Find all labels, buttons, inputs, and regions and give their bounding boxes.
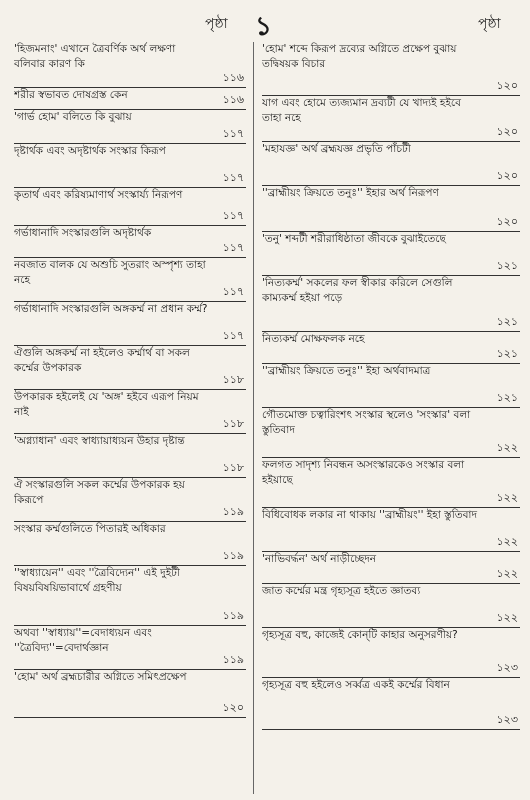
- index-entry: [262, 458, 520, 508]
- index-entry: [14, 626, 246, 670]
- header-page-label-left: পৃষ্ঠা: [205, 16, 228, 32]
- entry-text: উপকারক হইলেই যে 'অঙ্গ' হইবে এরূপ নিয়ম নাই: [14, 391, 199, 418]
- entry-page-number: ১২২: [496, 535, 518, 548]
- index-entry: [14, 434, 246, 478]
- entry-page-number: ১২১: [496, 315, 518, 328]
- entry-page-number: ১১৭: [222, 171, 244, 184]
- index-entry: [262, 186, 520, 232]
- index-entry: [262, 584, 520, 628]
- index-entry: [14, 226, 246, 258]
- entry-text: নিত্যকর্ম্ম মোক্ষফলক নহে: [262, 333, 365, 345]
- entry-page-number: ১২০: [222, 701, 244, 714]
- entry-page-number: ১১৭: [222, 285, 244, 298]
- entry-page-number: ১১৭: [222, 241, 244, 254]
- entry-page-number: ১২৩: [496, 713, 518, 726]
- index-entry: [14, 88, 246, 110]
- entry-text: 'অগ্ন্যাধান' এবং স্বাধ্যায়াধ্যয়ন উহার দৃষ্টান্ত: [14, 435, 185, 447]
- entry-page-number: ১২০: [496, 215, 518, 228]
- entry-text: গর্ভাধানাদি সংস্কারগুলি অঙ্গকর্ম্ম না প্রধান কর্ম্ম?: [14, 303, 208, 315]
- entry-text: জাত কর্ম্মের মন্ত্র গৃহ্যসূত্র হইতে জ্ঞাতব্য: [262, 585, 421, 597]
- index-entry: [262, 276, 520, 332]
- index-entry: [14, 144, 246, 188]
- entry-page-number: ১২৩: [496, 661, 518, 674]
- entry-page-number: ১১৮: [222, 373, 244, 386]
- entry-text: 'নাভিবর্দ্ধন' অর্থ নাড়ীচ্ছেদন: [262, 553, 377, 565]
- entry-text: ফলগত সাদৃশ্য নিবন্ধন অসংস্কারকেও সংস্কার বলা হইয়াছে: [262, 459, 465, 486]
- entry-text: নবজাত বালক যে অশুচি সুতরাং অস্পৃশ্য তাহা নহে: [14, 259, 206, 286]
- index-entry: [262, 408, 520, 458]
- index-entry: [14, 110, 246, 144]
- entry-page-number: ১১৯: [222, 653, 244, 666]
- index-entry: [14, 302, 246, 346]
- entry-text: অথবা ''স্বাধ্যায়''=বেদাধ্যয়ন এবং ''ত্রৈবিদ্য''=বেদার্থজ্ঞান: [14, 627, 152, 654]
- entry-text: যাগ এবং হোমে ত্যজ্যমান দ্রব্যটী যে খাদ্যই হইবে তাহা নহে: [262, 97, 461, 124]
- entry-page-number: ১১৯: [222, 505, 244, 518]
- entry-page-number: ১২২: [496, 611, 518, 624]
- header-page-label-right: পৃষ্ঠা: [478, 16, 501, 32]
- index-entry: [14, 478, 246, 522]
- entry-page-number: ১২২: [496, 441, 518, 454]
- entry-text: ঐ সংস্কারগুলি সকল কর্ম্মের উপকারক হয় কিরূপে: [14, 479, 185, 506]
- entry-text: বিধিবোধক লকার না থাকায় ''ব্রাহ্মীয়ং'' ইহা স্তুতিবাদ: [262, 509, 477, 521]
- entry-page-number: ১১৮: [222, 461, 244, 474]
- column-divider: [253, 42, 254, 794]
- entry-text: 'তনু' শব্দটী শরীরাধিষ্ঠাতা জীবকে বুঝাইতেছে: [262, 233, 446, 245]
- entry-text: দৃষ্টার্থক এবং অদৃষ্টার্থক সংস্কার কিরূপ: [14, 145, 166, 157]
- entry-text: 'নিত্যকর্ম্ম' সকলের ফল স্বীকার করিলে সেগুলি কাম্যকর্ম্ম হইয়া পড়ে: [262, 277, 453, 304]
- index-entry: [262, 232, 520, 276]
- entry-text: ''ব্রাহ্মীয়ং ক্রিয়তে তনুঃ'' ইহা অর্থবাদমাত্র: [262, 365, 431, 377]
- entry-page-number: ১১৮: [222, 417, 244, 430]
- entry-text: 'হোম' শব্দে কিরূপ দ্রব্যের অগ্নিতে প্রক্ষেপ বুঝায় তদ্বিষয়ক বিচার: [262, 43, 457, 70]
- entry-text: ঐগুলি অঙ্গকর্ম্ম না হইলেও কর্ম্মার্থ বা সকল কর্ম্মের উপকারক: [14, 347, 190, 374]
- entry-text: কৃতার্থ এবং করিষ্যমাণার্থ সংস্কার্য্য নিরূপণ: [14, 189, 183, 201]
- index-entry: [262, 552, 520, 584]
- entry-text: গৃহ্যসূত্র বহু, কাজেই কোন্‌টি কাহার অনুসরণীয়?: [262, 629, 458, 641]
- entry-text: 'হিজমনাং' এখানে ত্রৈবর্ণিক অর্থ লক্ষণা বলিবার কারণ কি: [14, 43, 176, 70]
- page-number: ১: [255, 12, 272, 42]
- entry-page-number: ১২২: [496, 567, 518, 580]
- index-entry: [262, 96, 520, 142]
- index-entry: [262, 142, 520, 186]
- entry-text: সংস্কার কর্ম্মগুলিতে পিতারই অধিকার: [14, 523, 166, 535]
- index-entry: [14, 390, 246, 434]
- entry-page-number: ১২০: [496, 125, 518, 138]
- index-entry: [262, 678, 520, 730]
- entry-page-number: ১২১: [496, 391, 518, 404]
- entry-page-number: ১১৯: [222, 609, 244, 622]
- index-entry: [14, 258, 246, 302]
- index-entry: [14, 346, 246, 390]
- index-entry: [14, 670, 246, 718]
- entry-page-number: ১২০: [496, 79, 518, 92]
- entry-text: 'হোম' অর্থ ব্রহ্মচারীর অগ্নিতে সমিৎপ্রক্ষেপ: [14, 671, 187, 683]
- entry-page-number: ১১৭: [222, 329, 244, 342]
- entry-text: গৌতমোক্ত চত্বারিংশৎ সংস্কার স্থলেও 'সংস্কার' বলা স্তুতিবাদ: [262, 409, 471, 436]
- index-entry: [14, 42, 246, 88]
- index-entry: [14, 522, 246, 566]
- entry-page-number: ১২১: [496, 347, 518, 360]
- entry-page-number: ১২০: [496, 169, 518, 182]
- entry-text: গৃহ্যসূত্র বহু হইলেও সর্ব্বত্র একই কর্ম্মের বিধান: [262, 679, 450, 691]
- index-entry: [14, 566, 246, 626]
- entry-page-number: ১১৭: [222, 127, 244, 140]
- entry-text: শরীর স্বভাবত দোষগ্রস্ত কেন: [14, 89, 128, 101]
- index-entry: [14, 188, 246, 226]
- entry-page-number: ১২২: [496, 491, 518, 504]
- entry-page-number: ১১৭: [222, 209, 244, 222]
- index-entry: [262, 332, 520, 364]
- entry-page-number: ১১৬: [222, 71, 244, 84]
- index-entry: [262, 628, 520, 678]
- entry-text: 'গার্ভ হোম' বলিতে কি বুঝায়: [14, 111, 132, 123]
- entry-page-number: ১১৯: [222, 549, 244, 562]
- index-entry: [262, 364, 520, 408]
- left-column: [14, 42, 246, 718]
- right-column: [262, 42, 520, 730]
- entry-text: গর্ভাধানাদি সংস্কারগুলি অদৃষ্টার্থক: [14, 227, 152, 239]
- entry-text: ''স্বাধ্যায়েন'' এবং ''ত্রৈবিদ্যেন'' এই দুইটী বিষয়বিষয়িভাবার্থে গ্রহণীয়: [14, 567, 180, 594]
- entry-text: 'মহাযজ্ঞ' অর্থ ব্রহ্মযজ্ঞ প্রভৃতি পাঁচটী: [262, 143, 411, 155]
- entry-text: ''ব্রাহ্মীয়ং ক্রিয়তে তনুঃ'' ইহার অর্থ নিরূপণ: [262, 187, 439, 199]
- index-entry: [262, 508, 520, 552]
- entry-page-number: ১১৬: [222, 93, 244, 106]
- index-entry: [262, 42, 520, 96]
- entry-page-number: ১২১: [496, 259, 518, 272]
